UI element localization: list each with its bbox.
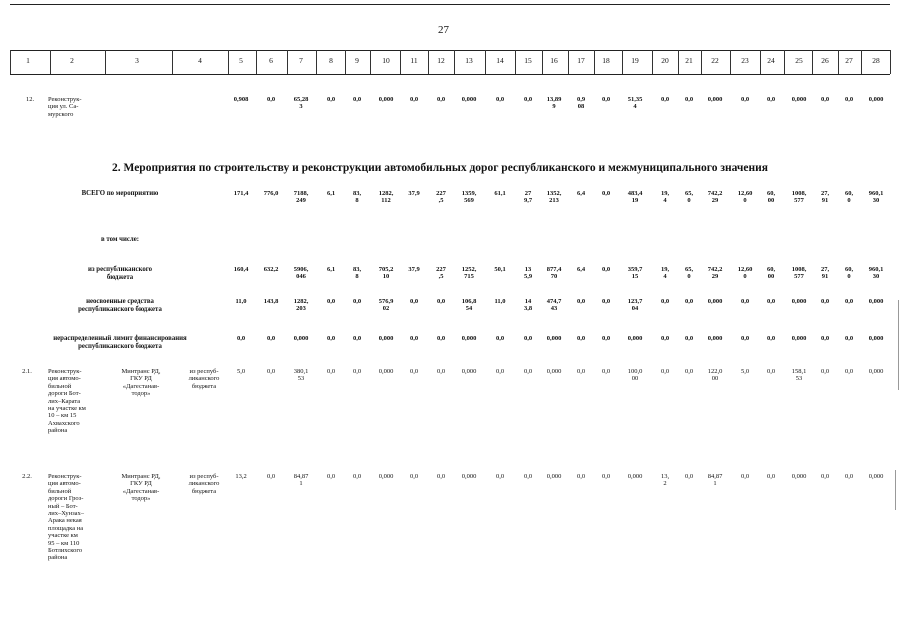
row21-value-col-21: 0,0 [684,368,694,375]
row12-value-col-14: 0,0 [495,96,505,103]
row21-value-col-24: 0,0 [766,368,776,375]
total-value-col-28: 960,1 30 [868,190,884,205]
unused_funds-value-col-28: 0,000 [868,298,884,305]
republic_budget-value-col-10: 705,2 10 [378,266,394,281]
unallocated_limit-value-col-26: 0,0 [820,335,830,342]
row21-value-col-11: 0,0 [409,368,419,375]
column-header-19: 19 [631,56,639,65]
republic_budget-value-col-15: 13 5,9 [523,266,533,281]
unallocated_limit-value-col-14: 0,0 [495,335,505,342]
total-value-col-17: 6,4 [576,190,586,197]
row22-value-col-5: 13,2 [235,473,247,480]
republic_budget-value-col-23: 12,60 0 [737,266,753,281]
row21-value-col-19: 100,0 00 [627,368,643,383]
row-2-2-source: из респуб- ликанского бюджета [188,473,220,495]
unused_funds-value-col-20: 0,0 [660,298,670,305]
unallocated_limit-value-col-27: 0,0 [844,335,854,342]
republic_budget-value-col-14: 50,1 [494,266,506,273]
unallocated_limit-value-col-13: 0,000 [461,335,477,342]
republic_budget-value-col-20: 19, 4 [660,266,670,281]
unused_funds-value-col-19: 123,7 04 [627,298,643,313]
row12-value-col-17: 0,9 08 [576,96,586,111]
row-2-2-executor: Минтранс РД, ГКУ РД «Дагестанав- тодор» [121,473,161,503]
republic_budget-value-col-24: 60, 00 [766,266,776,281]
republic_budget-value-col-6: 632,2 [263,266,279,273]
total-value-col-5: 171,4 [233,190,249,197]
unused_funds-value-col-23: 0,0 [740,298,750,305]
republic_budget-value-col-27: 60, 0 [844,266,854,281]
unallocated_limit-value-col-15: 0,0 [523,335,533,342]
row-12-number: 12. [25,96,35,103]
unallocated_limit-value-col-25: 0,000 [791,335,807,342]
row12-value-col-16: 13,89 9 [546,96,562,111]
column-header-23: 23 [741,56,749,65]
republic_budget-value-col-22: 742,2 29 [707,266,723,281]
total-value-col-7: 7188, 249 [293,190,309,205]
unused_funds-value-col-10: 576,9 02 [378,298,394,313]
column-header-5: 5 [239,56,243,65]
row22-value-col-25: 0,000 [791,473,807,480]
total-value-col-19: 483,4 19 [627,190,643,205]
row22-value-col-7: 84,87 1 [293,473,309,488]
column-header-1: 1 [26,56,30,65]
row21-value-col-16: 0,000 [546,368,562,375]
row12-value-col-15: 0,0 [523,96,533,103]
column-header-20: 20 [661,56,669,65]
column-divider [485,50,486,74]
republic_budget-value-col-8: 6,1 [326,266,336,273]
unused_funds-value-col-21: 0,0 [684,298,694,305]
row12-value-col-6: 0,0 [266,96,276,103]
row-2-2-number: 2.2. [22,473,32,480]
total-value-col-12: 227 ,5 [436,190,446,205]
republic_budget-value-col-17: 6,4 [576,266,586,273]
column-header-9: 9 [355,56,359,65]
column-header-4: 4 [198,56,202,65]
total-value-col-24: 60, 00 [766,190,776,205]
unallocated_limit-value-col-10: 0,000 [378,335,394,342]
total-value-col-6: 776,0 [263,190,279,197]
row22-value-col-27: 0,0 [844,473,854,480]
unallocated_limit-value-col-7: 0,000 [293,335,309,342]
unused_funds-value-col-9: 0,0 [352,298,362,305]
column-divider [256,50,257,74]
row22-value-col-12: 0,0 [436,473,446,480]
republic_budget-value-col-19: 359,7 15 [627,266,643,281]
row12-value-col-5: 0,908 [233,96,249,103]
republic_budget-value-col-5: 160,4 [233,266,249,273]
column-header-7: 7 [299,56,303,65]
column-header-21: 21 [685,56,693,65]
including-label: в том числе: [100,236,140,243]
republic_budget-value-col-21: 65, 0 [684,266,694,281]
row22-value-col-9: 0,0 [352,473,362,480]
row22-value-col-13: 0,000 [461,473,477,480]
scan-artifact [898,300,899,390]
total-value-col-25: 1008, 577 [791,190,807,205]
column-header-22: 22 [711,56,719,65]
unused_funds-value-col-18: 0,0 [601,298,611,305]
unused_funds-value-col-27: 0,0 [844,298,854,305]
unused_funds-value-col-16: 474,7 43 [546,298,562,313]
scan-artifact [895,470,896,510]
row12-value-col-22: 0,000 [707,96,723,103]
column-header-3: 3 [135,56,139,65]
republic_budget-value-col-13: 1252, 715 [461,266,477,281]
column-header-2: 2 [70,56,74,65]
row12-value-col-27: 0,0 [844,96,854,103]
unallocated_limit-value-col-21: 0,0 [684,335,694,342]
column-divider [861,50,862,74]
row21-value-col-8: 0,0 [326,368,336,375]
republic-budget-label: из республиканского бюджета [87,266,153,281]
row12-value-col-20: 0,0 [660,96,670,103]
row21-value-col-22: 122,0 00 [707,368,723,383]
column-divider [730,50,731,74]
column-header-17: 17 [577,56,585,65]
total-value-col-16: 1352, 213 [546,190,562,205]
header-bottom-line [10,74,890,75]
total-value-col-10: 1282, 112 [378,190,394,205]
row22-value-col-15: 0,0 [523,473,533,480]
row22-value-col-21: 0,0 [684,473,694,480]
column-header-10: 10 [382,56,390,65]
column-header-6: 6 [269,56,273,65]
unallocated_limit-value-col-18: 0,0 [601,335,611,342]
page-number: 27 [438,24,449,36]
unused_funds-value-col-11: 0,0 [409,298,419,305]
row12-value-col-10: 0,000 [378,96,394,103]
column-divider [370,50,371,74]
row22-value-col-28: 0,000 [868,473,884,480]
row22-value-col-18: 0,0 [601,473,611,480]
column-header-12: 12 [437,56,445,65]
unallocated_limit-value-col-6: 0,0 [266,335,276,342]
total-value-col-23: 12,60 0 [737,190,753,205]
total-value-col-18: 0,0 [601,190,611,197]
row22-value-col-8: 0,0 [326,473,336,480]
row-12-name: Реконструк- ция ул. Са- мурского [48,96,82,118]
row22-value-col-11: 0,0 [409,473,419,480]
row12-value-col-13: 0,000 [461,96,477,103]
republic_budget-value-col-16: 877,4 70 [546,266,562,281]
republic_budget-value-col-26: 27, 91 [820,266,830,281]
total-value-col-26: 27, 91 [820,190,830,205]
header-top-line [10,50,890,51]
unallocated-limit-label: нераспределенный лимит финансирования республиканского бюджета [53,335,187,350]
unallocated_limit-value-col-11: 0,0 [409,335,419,342]
column-divider [400,50,401,74]
row21-value-col-25: 158,1 53 [791,368,807,383]
column-header-26: 26 [821,56,829,65]
row21-value-col-10: 0,000 [378,368,394,375]
republic_budget-value-col-12: 227 ,5 [436,266,446,281]
row12-value-col-11: 0,0 [409,96,419,103]
row12-value-col-25: 0,000 [791,96,807,103]
total-value-col-22: 742,2 29 [707,190,723,205]
column-divider [701,50,702,74]
row12-value-col-19: 51,35 4 [627,96,643,111]
unallocated_limit-value-col-20: 0,0 [660,335,670,342]
row21-value-col-9: 0,0 [352,368,362,375]
republic_budget-value-col-11: 37,9 [408,266,420,273]
row22-value-col-10: 0,000 [378,473,394,480]
row21-value-col-23: 5,0 [740,368,750,375]
row21-value-col-5: 5,0 [236,368,246,375]
row21-value-col-6: 0,0 [266,368,276,375]
row22-value-col-23: 0,0 [740,473,750,480]
total-value-col-11: 37,9 [408,190,420,197]
row22-value-col-22: 84,87 1 [707,473,723,488]
republic_budget-value-col-18: 0,0 [601,266,611,273]
column-header-8: 8 [329,56,333,65]
row12-value-col-7: 65,28 3 [293,96,309,111]
column-header-18: 18 [602,56,610,65]
total-value-col-27: 60, 0 [844,190,854,205]
unused_funds-value-col-6: 143,8 [263,298,279,305]
unallocated_limit-value-col-12: 0,0 [436,335,446,342]
unallocated_limit-value-col-5: 0,0 [236,335,246,342]
row-2-1-executor: Минтранс РД, ГКУ РД «Дагестанав- тодор» [121,368,161,398]
republic_budget-value-col-28: 960,1 30 [868,266,884,281]
total-value-col-9: 83, 8 [352,190,362,205]
column-divider [454,50,455,74]
unused_funds-value-col-8: 0,0 [326,298,336,305]
column-header-25: 25 [795,56,803,65]
column-divider [890,50,891,74]
column-header-13: 13 [465,56,473,65]
column-divider [10,50,11,74]
column-header-15: 15 [524,56,532,65]
column-divider [105,50,106,74]
unallocated_limit-value-col-16: 0,000 [546,335,562,342]
row22-value-col-26: 0,0 [820,473,830,480]
unused_funds-value-col-15: 14 3,8 [523,298,533,313]
column-divider [172,50,173,74]
unused_funds-value-col-13: 106,8 54 [461,298,477,313]
row12-value-col-18: 0,0 [601,96,611,103]
row21-value-col-18: 0,0 [601,368,611,375]
unallocated_limit-value-col-24: 0,0 [766,335,776,342]
unused_funds-value-col-22: 0,000 [707,298,723,305]
row12-value-col-24: 0,0 [766,96,776,103]
unused_funds-value-col-12: 0,0 [436,298,446,305]
row21-value-col-27: 0,0 [844,368,854,375]
total-value-col-21: 65, 0 [684,190,694,205]
row12-value-col-28: 0,000 [868,96,884,103]
republic_budget-value-col-7: 5906, 046 [293,266,309,281]
unused_funds-value-col-14: 11,0 [494,298,506,305]
unused-funds-label: неосвоенные средства республиканского бюджета [78,298,162,313]
total-label: ВСЕГО по мероприятию [81,190,159,197]
column-header-11: 11 [410,56,418,65]
unallocated_limit-value-col-22: 0,000 [707,335,723,342]
row12-value-col-26: 0,0 [820,96,830,103]
unused_funds-value-col-5: 11,0 [235,298,247,305]
top-border-line [10,4,890,5]
column-header-27: 27 [845,56,853,65]
column-divider [287,50,288,74]
column-divider [316,50,317,74]
row21-value-col-26: 0,0 [820,368,830,375]
row22-value-col-16: 0,000 [546,473,562,480]
unused_funds-value-col-17: 0,0 [576,298,586,305]
row22-value-col-19: 0,000 [627,473,643,480]
unused_funds-value-col-7: 1282, 203 [293,298,309,313]
row12-value-col-9: 0,0 [352,96,362,103]
column-header-24: 24 [767,56,775,65]
row21-value-col-7: 380,1 53 [293,368,309,383]
row22-value-col-17: 0,0 [576,473,586,480]
total-value-col-14: 61,1 [494,190,506,197]
total-value-col-15: 27 9,7 [523,190,533,205]
row12-value-col-23: 0,0 [740,96,750,103]
row12-value-col-12: 0,0 [436,96,446,103]
column-header-14: 14 [496,56,504,65]
republic_budget-value-col-25: 1008, 577 [791,266,807,281]
row-2-1-name: Реконструк- ция автомо- бильной дороги Бот- лих–Карата на участке км 10 – км 15 Ахвахского района [48,368,86,435]
column-header-28: 28 [872,56,880,65]
column-divider [784,50,785,74]
row-2-1-number: 2.1. [22,368,32,375]
row21-value-col-28: 0,000 [868,368,884,375]
row22-value-col-14: 0,0 [495,473,505,480]
row22-value-col-6: 0,0 [266,473,276,480]
row21-value-col-20: 0,0 [660,368,670,375]
total-value-col-20: 19, 4 [660,190,670,205]
column-header-16: 16 [550,56,558,65]
row22-value-col-20: 13, 2 [660,473,670,488]
unallocated_limit-value-col-28: 0,000 [868,335,884,342]
row-2-1-source: из респуб- ликанского бюджета [188,368,220,390]
unallocated_limit-value-col-8: 0,0 [326,335,336,342]
unused_funds-value-col-25: 0,000 [791,298,807,305]
section-title: 2. Мероприятия по строительству и реконструкции автомобильных дорог республиканского и межмуниципального значения [112,162,768,174]
unused_funds-value-col-24: 0,0 [766,298,776,305]
unallocated_limit-value-col-17: 0,0 [576,335,586,342]
total-value-col-13: 1359, 569 [461,190,477,205]
row22-value-col-24: 0,0 [766,473,776,480]
unused_funds-value-col-26: 0,0 [820,298,830,305]
unallocated_limit-value-col-19: 0,000 [627,335,643,342]
row21-value-col-13: 0,000 [461,368,477,375]
row12-value-col-8: 0,0 [326,96,336,103]
total-value-col-8: 6,1 [326,190,336,197]
column-divider [50,50,51,74]
row12-value-col-21: 0,0 [684,96,694,103]
row21-value-col-17: 0,0 [576,368,586,375]
unallocated_limit-value-col-23: 0,0 [740,335,750,342]
row21-value-col-12: 0,0 [436,368,446,375]
row21-value-col-14: 0,0 [495,368,505,375]
row21-value-col-15: 0,0 [523,368,533,375]
row-2-2-name: Реконструк- ция автомо- бильной дороги Гроз- ный – Бот- лих–Хунзах– Арака некая площадка на участке км 95 – км 110 Ботлихского района [48,473,85,562]
unallocated_limit-value-col-9: 0,0 [352,335,362,342]
republic_budget-value-col-9: 83, 8 [352,266,362,281]
